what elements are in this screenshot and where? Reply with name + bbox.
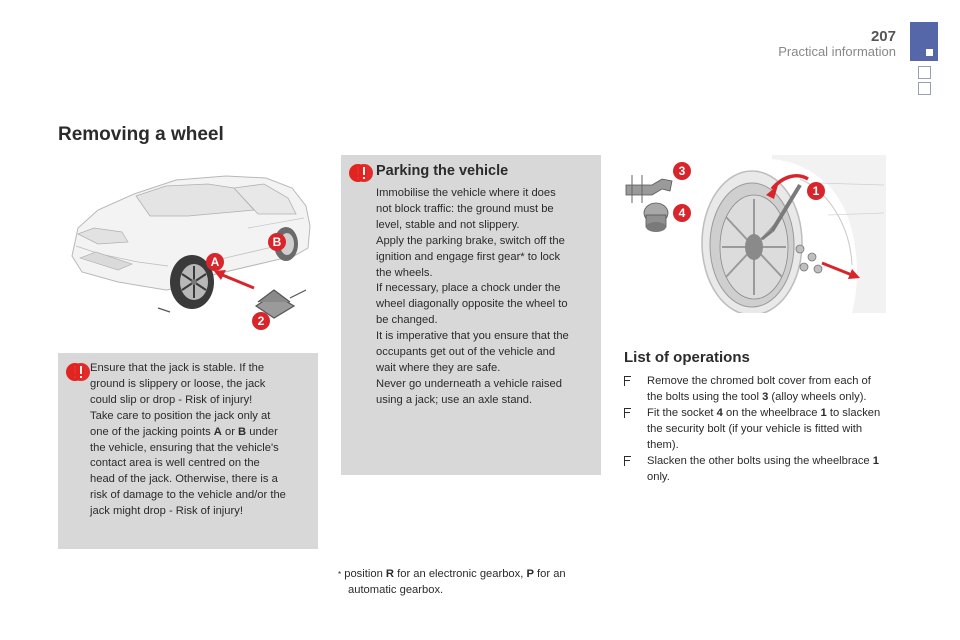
- text-line: Ensure that the jack is stable. If the: [90, 362, 265, 374]
- tool-ref: 1: [872, 455, 879, 467]
- text-line: Immobilise the vehicle where it does: [376, 187, 556, 199]
- text-line: Take care to position the jack only at: [90, 409, 271, 422]
- text-line: It is imperative that you ensure that the: [376, 330, 569, 343]
- wheel-illustration: [622, 155, 886, 313]
- list-item: [624, 453, 886, 485]
- gear-r: R: [385, 568, 394, 580]
- text-line: jack might drop - Risk of injury!: [90, 505, 243, 518]
- text-line: ignition and engage first gear* to lock: [376, 250, 561, 263]
- text-line: automatic gearbox.: [348, 583, 444, 596]
- section-name: Practical information: [778, 44, 896, 59]
- text-fragment: for an: [533, 568, 566, 580]
- text-line: the wheels.: [376, 266, 433, 279]
- footnote-star: *: [338, 570, 342, 579]
- callout-1: 1: [812, 184, 820, 198]
- text-fragment: for an electronic gearbox,: [394, 568, 527, 580]
- text-fragment: to slacken the security bolt (if your vehicle is fitted with them).: [647, 407, 881, 451]
- operations-list: [624, 373, 886, 485]
- text-line: Never go underneath a vehicle raised: [376, 377, 562, 390]
- text-fragment: position: [341, 568, 386, 580]
- text-line: the vehicle, ensuring that the vehicle's: [90, 441, 279, 454]
- page-number: 207: [870, 28, 896, 45]
- text-line: wheel diagonally opposite the wheel to: [376, 298, 568, 311]
- parking-text: [376, 186, 592, 409]
- text-line: wait where they are safe.: [376, 361, 501, 374]
- callout-3: 3: [678, 164, 686, 178]
- text-line: could slip or drop - Risk of injury!: [90, 393, 253, 406]
- text-line: occupants get out of the vehicle and: [376, 346, 556, 359]
- text-fragment: (alloy wheels only).: [768, 391, 867, 403]
- jacking-point-a: A: [213, 425, 222, 438]
- warning-icon: [355, 164, 373, 182]
- text-fragment: or: [221, 425, 239, 438]
- text-line: using a jack; use an axle stand.: [376, 393, 533, 406]
- section-tab-marker: [926, 49, 933, 56]
- jack-warning-text: [90, 361, 314, 520]
- tool-ref: 3: [762, 391, 769, 403]
- text-fragment: Remove the chromed bolt cover from each of the bolts using the tool: [647, 375, 871, 403]
- section-tab[interactable]: [918, 66, 931, 79]
- section-tab-active[interactable]: [910, 22, 938, 61]
- text-fragment: under: [246, 425, 278, 438]
- text-line: [90, 425, 314, 441]
- callout-4: 4: [678, 206, 686, 220]
- text-line: If necessary, place a chock under the: [376, 282, 561, 295]
- callout-b: B: [272, 235, 282, 249]
- text-line: level, stable and not slippery.: [376, 218, 520, 231]
- text-fragment: one of the jacking points: [90, 425, 214, 438]
- text-fragment: only.: [647, 471, 670, 483]
- checkbox-bullet-icon: [624, 376, 631, 386]
- text-fragment: Fit the socket: [647, 407, 717, 419]
- parking-title: Parking the vehicle: [376, 163, 509, 179]
- text-fragment: Slacken the other bolts using the wheelbrace: [647, 455, 873, 467]
- gear-p: P: [526, 568, 534, 580]
- tool-ref: 4: [716, 407, 723, 419]
- text-line: Apply the parking brake, switch off the: [376, 234, 565, 247]
- list-item: [624, 405, 886, 453]
- checkbox-bullet-icon: [624, 408, 631, 418]
- operations-title: List of operations: [624, 349, 750, 366]
- tool-ref: 1: [820, 407, 827, 419]
- text-line: contact area is well centred on the: [90, 457, 260, 470]
- text-line: not block traffic: the ground must be: [376, 202, 554, 215]
- jacking-point-b: B: [238, 425, 247, 438]
- text-line: ground is slippery or loose, the jack: [90, 377, 266, 390]
- car-jack-illustration: [58, 158, 320, 340]
- checkbox-bullet-icon: [624, 456, 631, 466]
- section-tab[interactable]: [918, 82, 931, 95]
- text-line: risk of damage to the vehicle and/or the: [90, 489, 286, 502]
- text-line: be changed.: [376, 314, 438, 327]
- text-fragment: on the wheelbrace: [722, 407, 821, 419]
- callout-a: A: [210, 255, 220, 269]
- footnote: [338, 567, 604, 599]
- list-item: [624, 373, 886, 405]
- warning-icon: [72, 363, 90, 381]
- callout-2: 2: [257, 314, 265, 328]
- text-line: head of the jack. Otherwise, there is a: [90, 473, 278, 486]
- page-title: Removing a wheel: [58, 124, 224, 145]
